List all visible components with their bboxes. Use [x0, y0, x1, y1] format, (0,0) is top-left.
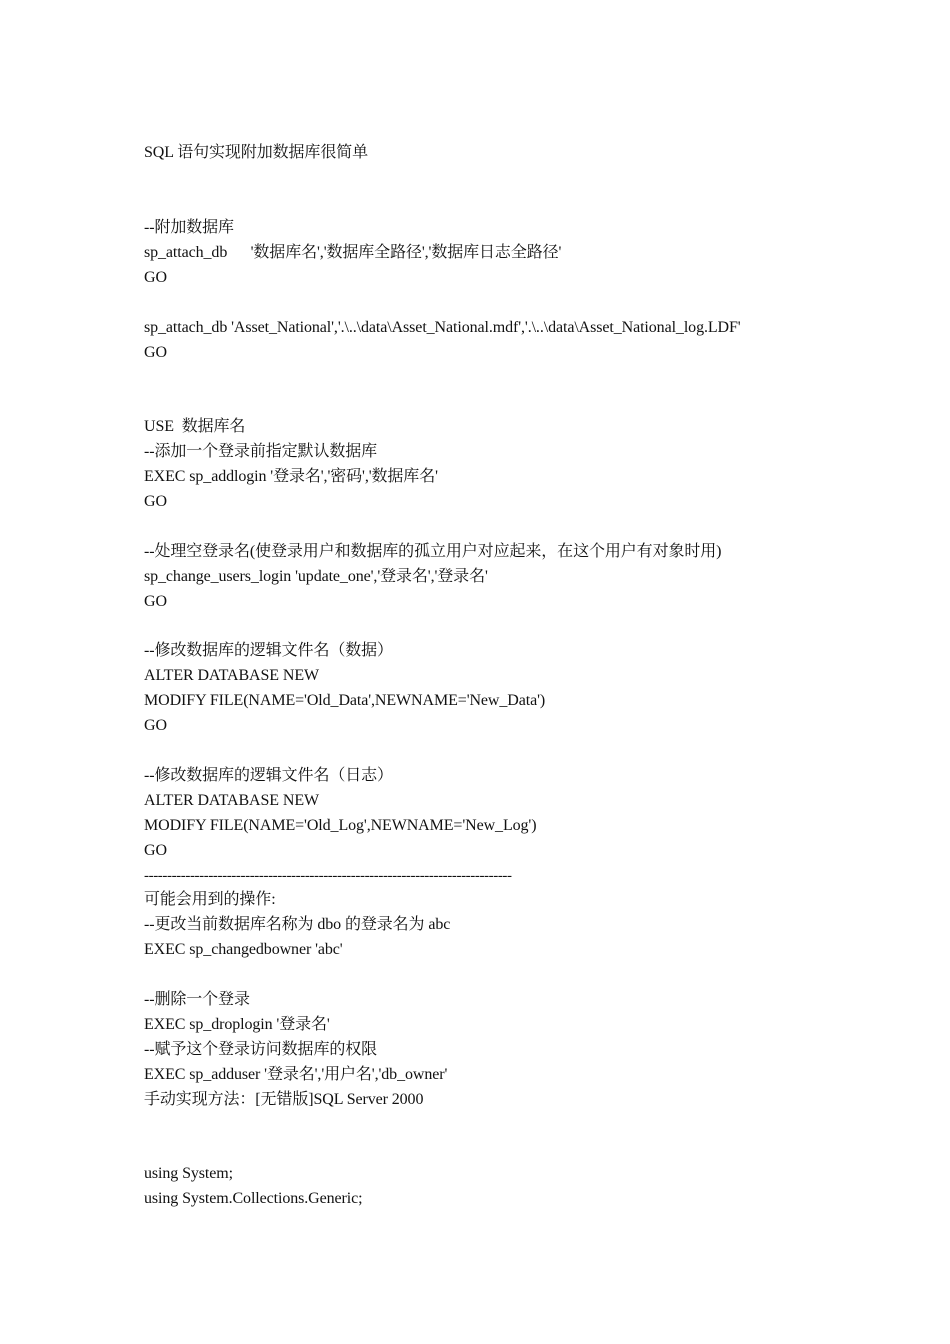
code-line-sp-attach-db-syntax: sp_attach_db '数据库名','数据库全路径','数据库日志全路径': [144, 244, 562, 261]
code-line-go: GO: [144, 269, 167, 286]
code-line-go: GO: [144, 842, 167, 859]
code-line-sp-adduser: EXEC sp_adduser '登录名','用户名','db_owner': [144, 1066, 448, 1083]
code-line-go: GO: [144, 717, 167, 734]
section-heading-manual-method: 手动实现方法：[无错版]SQL Server 2000: [144, 1091, 424, 1108]
code-line-modify-file-log: MODIFY FILE(NAME='Old_Log',NEWNAME='New_Log'): [144, 817, 537, 834]
comment-rename-data-file: --修改数据库的逻辑文件名（数据）: [144, 642, 393, 659]
comment-change-owner: --更改当前数据库名称为 dbo 的登录名为 abc: [144, 916, 451, 933]
code-line-using-system: using System;: [144, 1165, 233, 1182]
code-line-go: GO: [144, 593, 167, 610]
comment-rename-log-file: --修改数据库的逻辑文件名（日志）: [144, 767, 393, 784]
code-line-sp-addlogin: EXEC sp_addlogin '登录名','密码','数据库名': [144, 468, 438, 485]
code-line-sp-droplogin: EXEC sp_droplogin '登录名': [144, 1016, 330, 1033]
comment-drop-login: --删除一个登录: [144, 991, 250, 1008]
comment-orphan-user: --处理空登录名(使登录用户和数据库的孤立用户对应起来，在这个用户有对象时用): [144, 543, 722, 560]
comment-add-login: --添加一个登录前指定默认数据库: [144, 443, 378, 460]
comment-grant-access: --赋予这个登录访问数据库的权限: [144, 1041, 378, 1058]
document-title: SQL 语句实现附加数据库很简单: [144, 144, 369, 161]
comment-attach-database: --附加数据库: [144, 219, 234, 236]
code-line-alter-database: ALTER DATABASE NEW: [144, 792, 319, 809]
section-divider: --------------------------------------------------------------------------------: [144, 868, 512, 884]
section-heading-possible-operations: 可能会用到的操作:: [144, 891, 276, 908]
code-line-sp-changedbowner: EXEC sp_changedbowner 'abc': [144, 941, 343, 958]
code-line-go: GO: [144, 344, 167, 361]
code-line-modify-file-data: MODIFY FILE(NAME='Old_Data',NEWNAME='New_Data'): [144, 692, 546, 709]
code-line-sp-attach-db-example: sp_attach_db 'Asset_National','.\..\data\Asset_National.mdf','.\..\data\Asset_National_log.LDF': [144, 319, 741, 336]
code-line-using-collections: using System.Collections.Generic;: [144, 1190, 363, 1207]
code-line-go: GO: [144, 493, 167, 510]
code-line-use-database: USE 数据库名: [144, 418, 246, 435]
code-line-alter-database: ALTER DATABASE NEW: [144, 667, 319, 684]
code-line-sp-change-users-login: sp_change_users_login 'update_one','登录名','登录名': [144, 568, 488, 585]
